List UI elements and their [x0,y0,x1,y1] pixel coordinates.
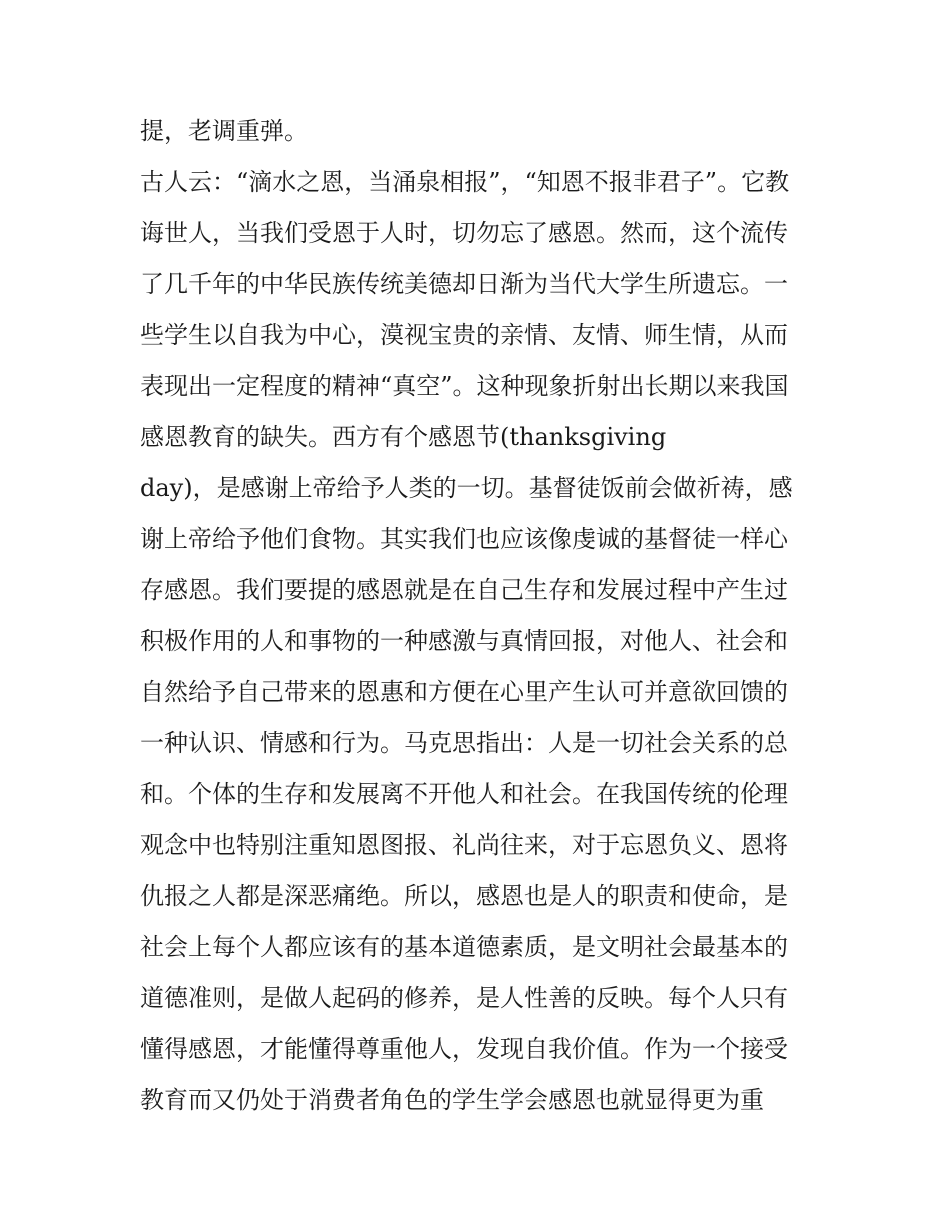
text-line: day)，是感谢上帝给予人类的一切。基督徒饭前会做祈祷，感 [140,474,793,502]
text-line: 懂得感恩，才能懂得尊重他人，发现自我价值。作为一个接受 [140,1035,788,1063]
text-line: 道德准则，是做人起码的修养，是人性善的反映。每个人只有 [140,984,788,1012]
text-line: 一种认识、情感和行为。马克思指出：人是一切社会关系的总 [140,729,788,757]
text-line: 自然给予自己带来的恩惠和方便在心里产生认可并意欲回馈的 [140,678,788,706]
text-line: 和。个体的生存和发展离不开他人和社会。在我国传统的伦理 [140,780,788,808]
text-line: 教育而又仍处于消费者角色的学生学会感恩也就显得更为重 [140,1086,764,1114]
text-line: 观念中也特别注重知恩图报、礼尚往来，对于忘恩负义、恩将 [140,831,788,859]
text-line: 了几千年的中华民族传统美德却日渐为当代大学生所遗忘。一 [140,270,788,298]
text-line: 些学生以自我为中心，漠视宝贵的亲情、友情、师生情，从而 [140,321,788,349]
text-line: 社会上每个人都应该有的基本道德素质，是文明社会最基本的 [140,933,788,961]
text-line: 存感恩。我们要提的感恩就是在自己生存和发展过程中产生过 [140,576,788,604]
text-line: 诲世人，当我们受恩于人时，切勿忘了感恩。然而，这个流传 [140,219,788,247]
text-line: 谢上帝给予他们食物。其实我们也应该像虔诚的基督徒一样心 [140,525,788,553]
text-line: 积极作用的人和事物的一种感激与真情回报，对他人、社会和 [140,627,788,655]
body-text [140,106,820,1126]
text-line: 提，老调重弹。 [140,117,308,145]
text-line: 感恩教育的缺失。西方有个感恩节(thanksgiving [140,423,667,451]
text-line: 古人云：“滴水之恩，当涌泉相报”，“知恩不报非君子”。它教 [140,168,790,196]
text-line: 表现出一定程度的精神“真空”。这种现象折射出长期以来我国 [140,372,789,400]
text-line: 仇报之人都是深恶痛绝。所以，感恩也是人的职责和使命，是 [140,882,788,910]
